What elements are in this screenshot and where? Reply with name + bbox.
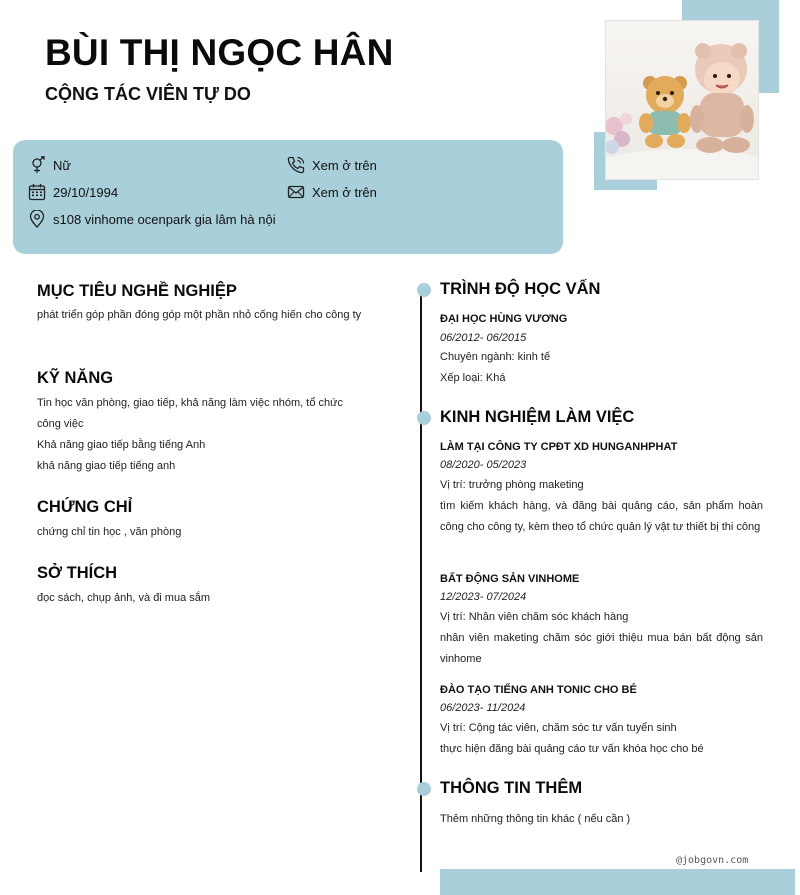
candidate-title: CỘNG TÁC VIÊN TỰ DO — [45, 84, 251, 104]
job-position: Vị trí: Cộng tác viên, chăm sóc tư vấn tuyển sinh — [440, 722, 677, 734]
job-description: thực hiện đăng bài quảng cáo tư vấn khóa học cho bé — [440, 743, 704, 755]
phone-value: Xem ở trên — [312, 157, 377, 173]
calendar-icon — [28, 183, 46, 201]
education-major: Chuyên ngành: kinh tế — [440, 351, 551, 363]
location-icon — [28, 210, 46, 228]
certificates-heading: CHỨNG CHỈ — [37, 498, 133, 516]
education-heading: TRÌNH ĐỘ HỌC VẤN — [440, 280, 601, 298]
experience-dot — [417, 411, 431, 425]
candidate-name: BÙI THỊ NGỌC HÂN — [45, 32, 394, 73]
education-school: ĐẠI HỌC HÙNG VƯƠNG — [440, 313, 568, 325]
info-address — [28, 210, 276, 228]
watermark: @jobgovn.com — [676, 855, 749, 866]
job-date: 06/2023- 11/2024 — [440, 702, 526, 714]
job-position: Vị trí: trưởng phòng maketing — [440, 479, 584, 491]
email-value: Xem ở trên — [312, 184, 377, 200]
email-icon — [287, 183, 305, 201]
job-company: ĐÀO TẠO TIẾNG ANH TONIC CHO BÉ — [440, 684, 637, 696]
job-date: 08/2020- 05/2023 — [440, 459, 527, 471]
profile-photo-illustration — [606, 21, 759, 180]
address-value: s108 vinhome ocenpark gia lâm hà nội — [53, 211, 276, 227]
certificates-text: chứng chỉ tin học , văn phòng — [37, 526, 182, 538]
job-description: nhân viên maketing chăm sóc giới thiệu mua bán bất động sản vinhome — [440, 632, 763, 665]
skill-item: Tin học văn phòng, giao tiếp, khả năng làm việc nhóm, tổ chức công việc — [37, 397, 343, 430]
footer-decoration — [440, 869, 795, 895]
objective-text: phát triển góp phần đóng góp một phần nhỏ cống hiến cho công ty — [37, 309, 362, 321]
skills-heading: KỸ NĂNG — [37, 369, 114, 387]
extra-info-heading: THÔNG TIN THÊM — [440, 779, 583, 797]
education-rank: Xếp loại: Khá — [440, 372, 506, 384]
gender-value: Nữ — [53, 157, 72, 173]
education-date: 06/2012- 06/2015 — [440, 332, 527, 344]
info-birthday — [28, 183, 118, 201]
job-company: BẤT ĐỘNG SẢN VINHOME — [440, 573, 580, 585]
info-gender — [28, 156, 71, 174]
job-description: tìm kiếm khách hàng, và đăng bài quảng cáo, sản phẩm hoàn công cho công ty, kèm theo tổ chức quản lý vật tư thiết bị thi công — [440, 500, 763, 533]
birthday-value: 29/10/1994 — [53, 184, 119, 200]
education-dot — [417, 283, 431, 297]
skill-item: Khả năng giao tiếp bằng tiếng Anh — [37, 439, 206, 451]
info-phone — [287, 156, 377, 174]
info-email — [287, 183, 377, 201]
phone-icon — [287, 156, 305, 174]
gender-icon — [28, 156, 46, 174]
job-date: 12/2023- 07/2024 — [440, 591, 527, 603]
profile-photo — [605, 20, 759, 180]
skill-item: khả năng giao tiếp tiếng anh — [37, 460, 176, 472]
objective-heading: MỤC TIÊU NGHỀ NGHIỆP — [37, 282, 237, 300]
job-company: LÀM TẠI CÔNG TY CPĐT XD HUNGANHPHAT — [440, 441, 678, 453]
job-position: Vị trí: Nhân viên chăm sóc khách hàng — [440, 611, 629, 623]
experience-heading: KINH NGHIỆM LÀM VIỆC — [440, 408, 635, 426]
extra-info-dot — [417, 782, 431, 796]
hobbies-text: đọc sách, chụp ảnh, và đi mua sắm — [37, 592, 211, 604]
hobbies-heading: SỞ THÍCH — [37, 564, 118, 582]
extra-info-text: Thêm những thông tin khác ( nếu cần ) — [440, 813, 631, 825]
